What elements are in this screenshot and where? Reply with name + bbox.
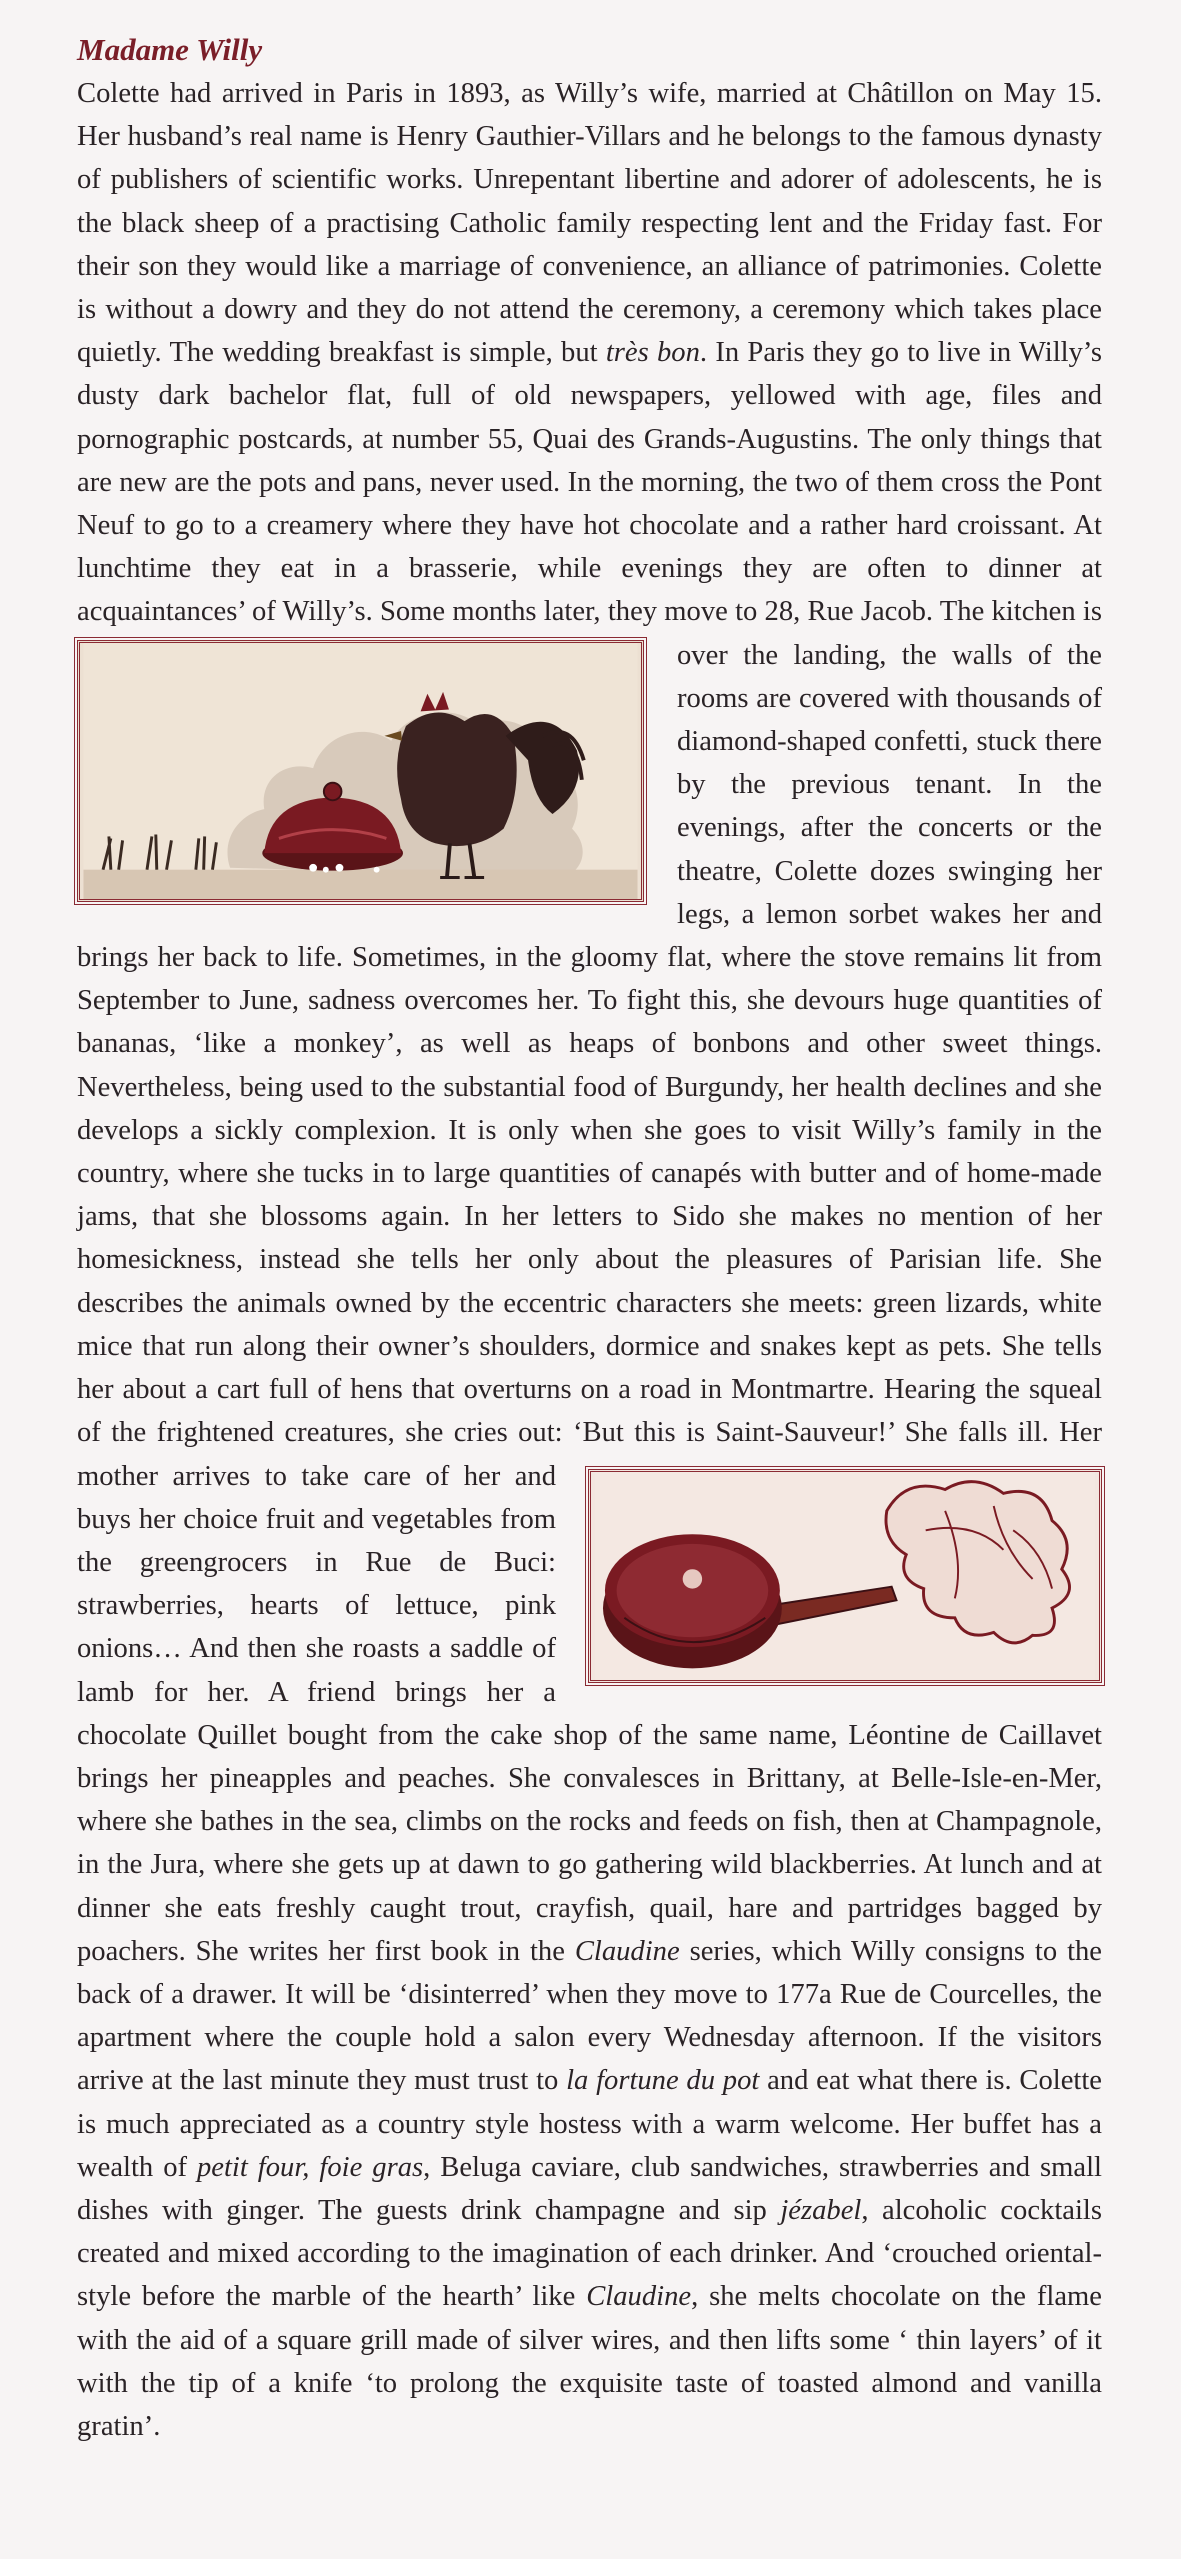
paragraph-segment-7: , Beluga caviare, club sandwiches, strawberries and small dishes with ginger. The guests drink champagne and sip (77, 2151, 1102, 2226)
italic-la-fortune-du-pot: la fortune du pot (566, 2065, 760, 2097)
paragraph-segment-9: , she melts chocolate on the flame with the aid of a square grill made of silver wires, and then lifts some ‘ thin layers’ of it with the tip of a knife ‘to prolong the exquisite taste of toasted almond and vanilla gratin’. (77, 2281, 1102, 2442)
rooster-illustration (77, 640, 644, 902)
italic-claudine-2: Claudine (586, 2281, 692, 2313)
italic-claudine-1: Claudine (574, 1935, 680, 1967)
paragraph-segment-2: . In Paris they go to live in Willy’s dusty dark bachelor flat, full of old newspapers, yellowed with age, files and pornographic postcards, at number 55, Quai des Grands-Augustins. The only things that are new are the pots and pans, never used. In the morning, the two of them cross the Pont Neuf to go to a creamery where they have hot chocolate and a rather hard croissant. At lunchtime they eat in a brasserie, while evenings they are often to dinner at acquaintances’ of Willy’s. Some months later, (77, 337, 1102, 628)
paragraph-segment-4: Sauveur!’ She falls ill. Her mother arrives to take care of her and buys her choice fruit and vegetables from the greengrocers in Rue de Buci: strawberries, hearts of lettuce, pink onions… And then she roasts a saddle of lamb for her. A friend brings her a chocolate Quillet bought from the cake shop of the same name, Léontine de Caillavet brings her pineapples and peaches. She convalesces in Brittany, at Belle-Isle-en-Mer, where she bathes in the sea, climbs on the rocks and feeds on fish, then at Champagnole, in the Jura, where she gets up at dawn to go gathering wild blackberries. At lunch and at dinner she eats freshly caught trout, crayfish, quail, hare and partridges bagged by poachers. She writes her first book in the (77, 1417, 1102, 1967)
paragraph-segment-6: and eat what there is. Colette is much appreciated as a country style hostess with a warm welcome. Her buffet has a wealth of (77, 2065, 1103, 2183)
paragraph-segment-8: , alcoholic cocktails created and mixed according to the imagination of each drinker. And ‘crouched oriental-style before the marble of the hearth’ like (77, 2194, 1102, 2313)
article-body (77, 72, 1102, 2448)
paragraph-segment-5: series, which Willy consigns to the back of a drawer. It will be ‘disinterred’ when they move to 177a Rue de Courcelles, the apartment where the couple hold a salon every Wednesday afternoon. If the visitors arrive at the last minute they must trust to (77, 1935, 1102, 2097)
saucepan-and-cabbage-icon (591, 1472, 1099, 1680)
rooster-and-cake-dome-icon (80, 643, 641, 899)
italic-petit-four-foie-gras: petit four, foie gras (197, 2151, 424, 2183)
italic-jezabel: jézabel (780, 2194, 862, 2226)
article-title: Madame Willy (77, 32, 263, 67)
saucepan-illustration (588, 1469, 1102, 1683)
italic-tres-bon: très bon (605, 337, 700, 369)
paragraph-segment-1: Colette had arrived in Paris in 1893, as Willy’s wife, married at Châtillon on May 15. Her husband’s real name is Henry Gauthier-Villars and he belongs to the famous dynasty of publishers of scientific works. Unrepentant libertine and adorer of adolescents, he is the black sheep of a practising Catholic family respecting lent and the Friday fast. For their son they would like a marriage of convenience, an alliance of patrimonies. Colette is without a dowry and they do not attend the ceremony, a ceremony which takes place quietly. The wedding breakfast is simple, but (77, 78, 1102, 369)
paragraph-segment-3: they move to 28, Rue Jacob. The kitchen is over the landing, the walls of the rooms are covered with thousands of diamond-shaped confetti, stuck there by the previous tenant. In the evenings, after the concerts or the theatre, Colette dozes swinging her legs, a lemon sorbet wakes her and brings her back to life. Sometimes, in the gloomy flat, where the stove remains lit from September to June, sadness overcomes her. To fight this, she devours huge quantities of bananas, ‘like a monkey’, as well as heaps of bonbons and other sweet things. Nevertheless, being used to the substantial food of Burgundy, her health declines and she develops a sickly complexion. It is only when she goes to visit Willy’s family in the country, where she tucks in to large quantities of canapés with butter and of home-made jams, that she blossoms again. In her letters to Sido she makes no mention of her homesickness, instead she tells her only about the pleasures of Parisian life. She describes the animals owned by the eccentric characters she meets: green lizards, white mice that run along their owner’s shoulders, dormice and snakes kept as pets. She tells her about a cart full of hens that overturns on a road in Montmartre. Hearing the squeal of the frightened creatures, she cries out: ‘But this is Saint- (77, 596, 1102, 1449)
